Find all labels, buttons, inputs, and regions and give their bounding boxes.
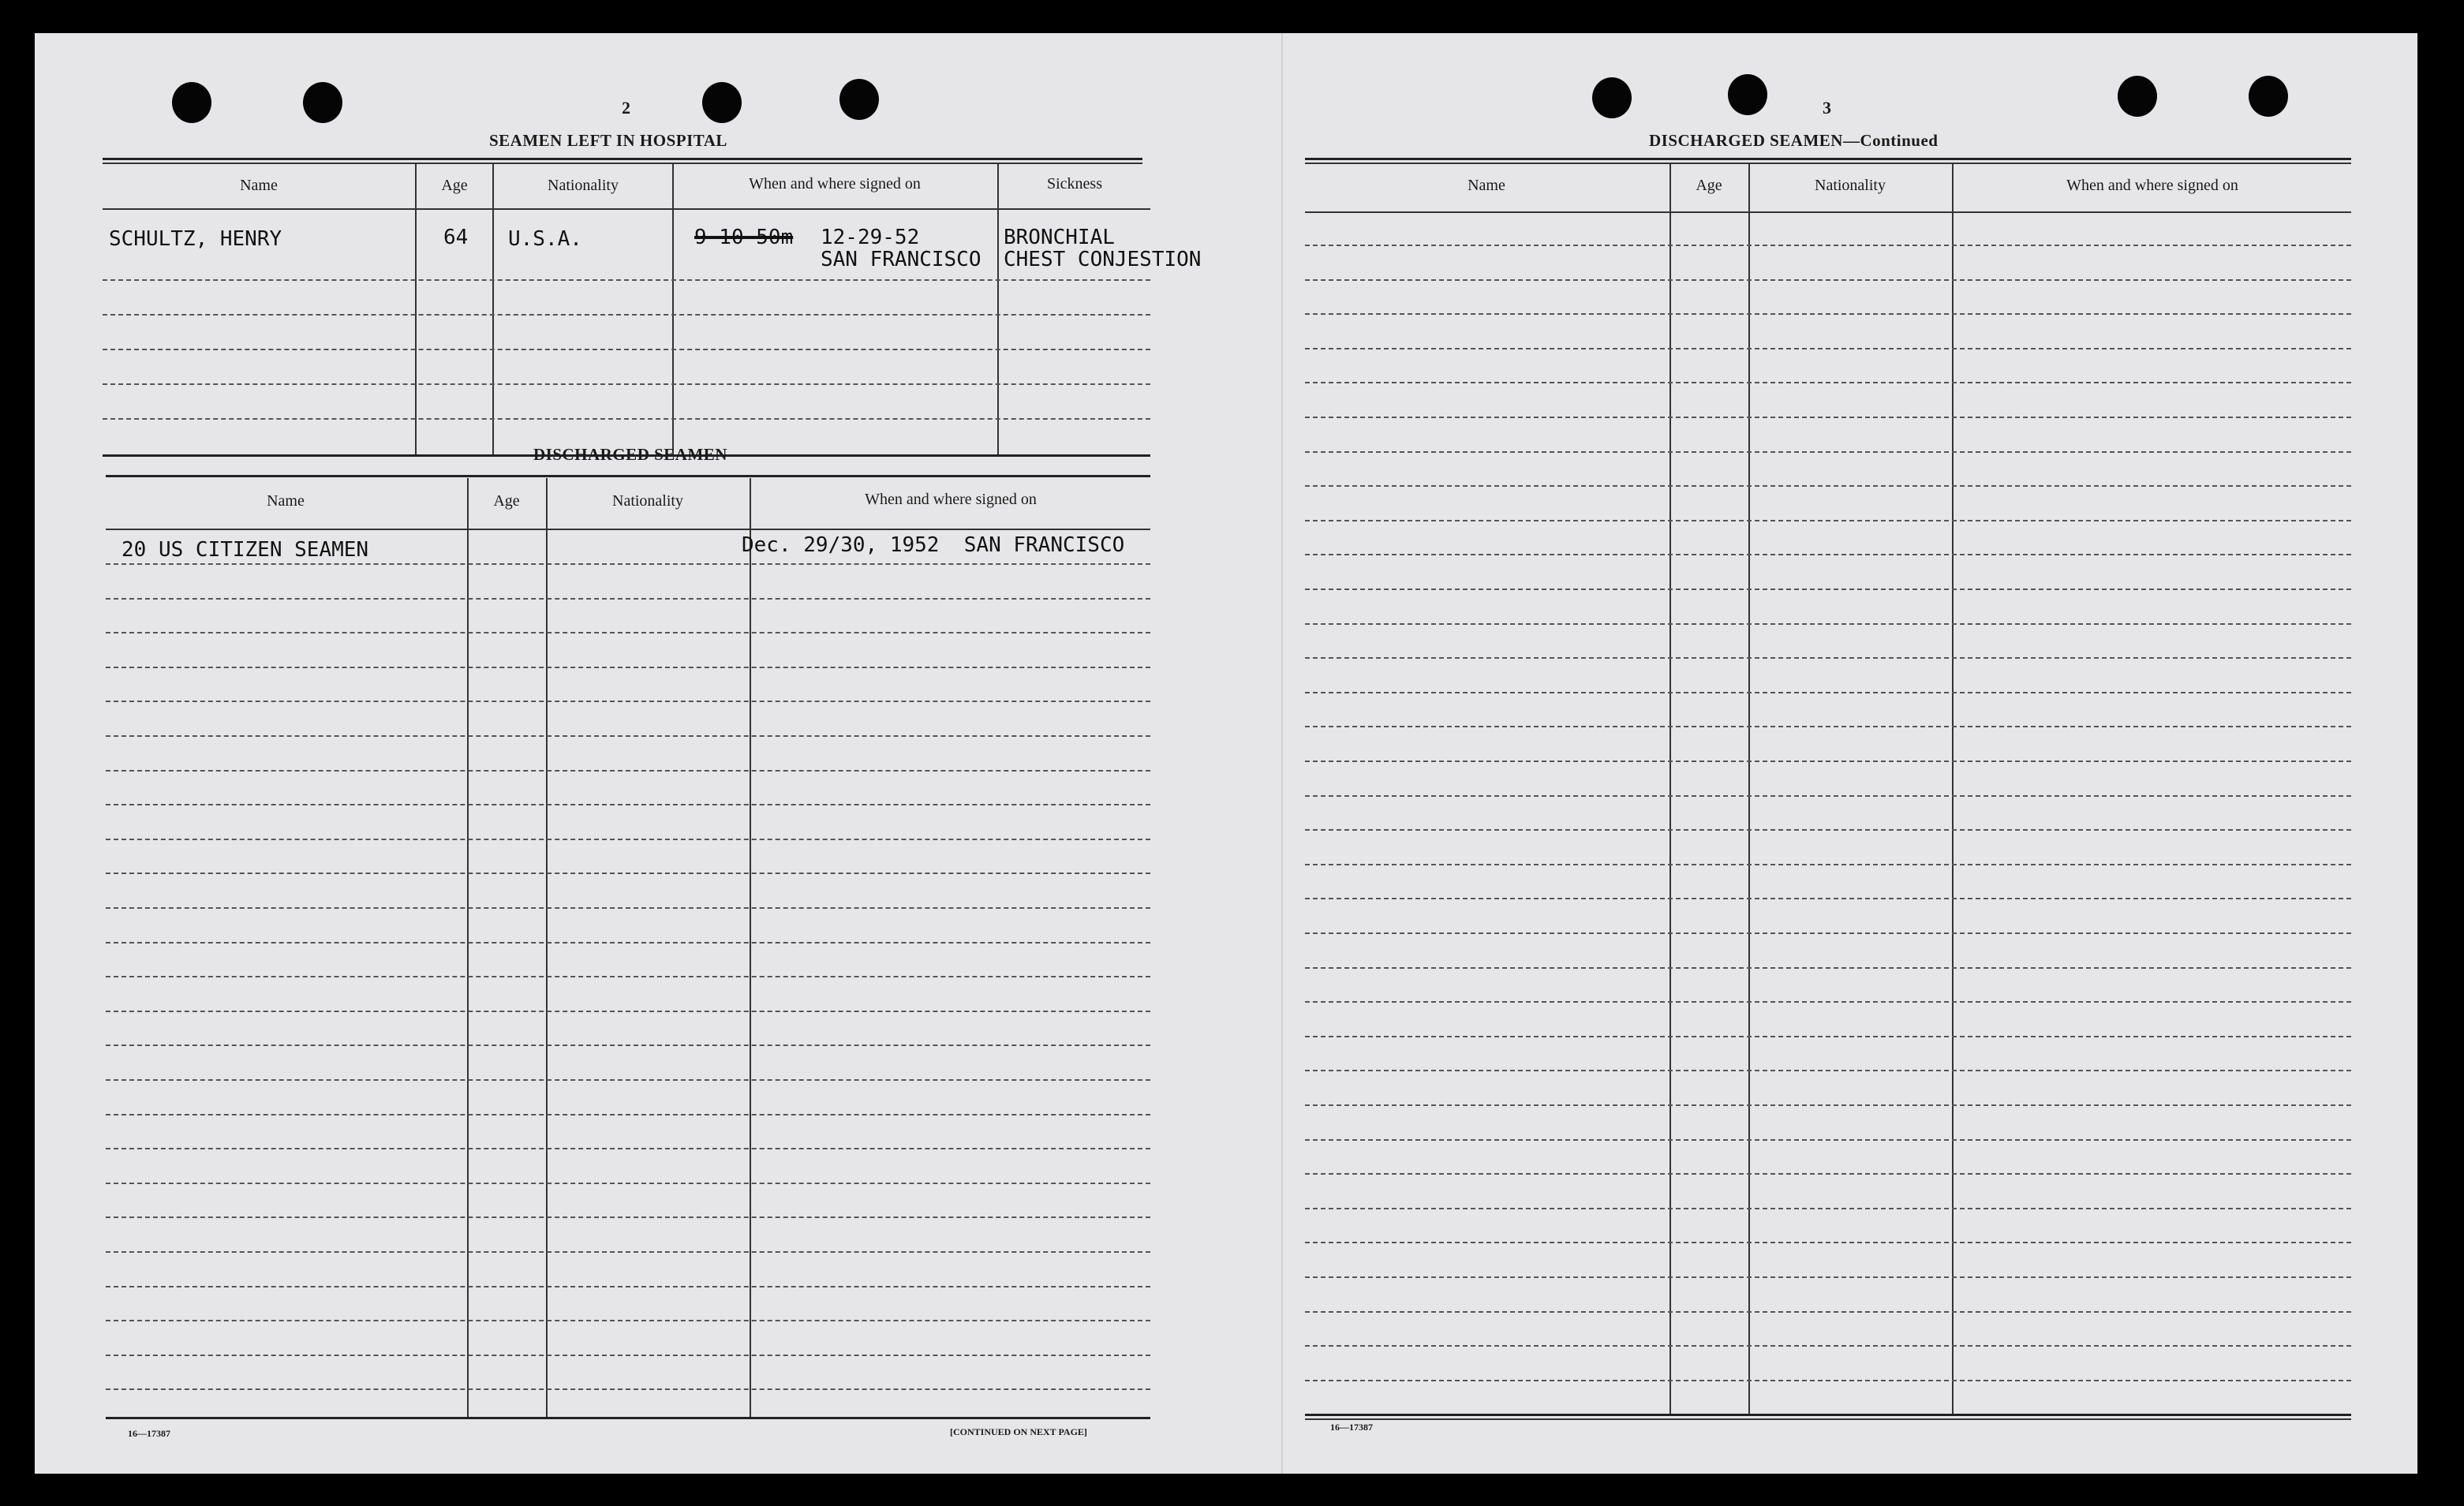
- right-section-title: DISCHARGED SEAMEN—Continued: [1649, 131, 1939, 150]
- hospital-row-signed-on-date: 12-29-52: [821, 226, 920, 249]
- punch-hole: [172, 82, 211, 123]
- hospital-row-line: [103, 349, 1150, 350]
- table-row-line: [106, 1079, 1150, 1081]
- table-row-line: [1305, 1001, 2351, 1003]
- discharged-row-signed-on: Dec. 29/30, 1952 SAN FRANCISCO: [742, 533, 1125, 557]
- table-row-line: [1305, 1208, 2351, 1209]
- right-col-divider: [1748, 164, 1750, 1414]
- hospital-col-signed-on: When and where signed on: [749, 175, 921, 192]
- table-row-line: [1305, 1173, 2351, 1175]
- discharged-row-name: 20 US CITIZEN SEAMEN: [122, 538, 369, 562]
- table-row-line: [106, 804, 1150, 805]
- continued-note: [CONTINUED ON NEXT PAGE]: [950, 1426, 1087, 1437]
- table-row-line: [1305, 1345, 2351, 1347]
- hospital-top-rule: [103, 158, 1142, 160]
- table-row-line: [1305, 245, 2351, 246]
- punch-hole: [839, 79, 879, 120]
- hospital-row-line: [103, 279, 1150, 281]
- table-row-line: [106, 873, 1150, 874]
- hospital-col-sickness: Sickness: [1047, 175, 1102, 192]
- table-row-line: [1305, 417, 2351, 418]
- table-row-line: [1305, 279, 2351, 281]
- hospital-col-name: Name: [240, 177, 278, 194]
- document-scan: [35, 33, 2417, 1474]
- table-row-line: [1305, 967, 2351, 969]
- discharged-col-signed-on: When and where signed on: [865, 491, 1037, 508]
- hospital-col-divider: [492, 164, 494, 454]
- table-row-line: [106, 667, 1150, 668]
- right-col-name: Name: [1468, 177, 1505, 194]
- table-row-line: [1305, 1242, 2351, 1243]
- table-row-line: [106, 907, 1150, 909]
- table-row-line: [106, 1183, 1150, 1184]
- table-row-line: [106, 1044, 1150, 1046]
- table-row-line: [1305, 726, 2351, 727]
- table-row-line: [1305, 1380, 2351, 1381]
- discharged-section-title: DISCHARGED SEAMEN: [533, 445, 727, 464]
- table-row-line: [106, 1388, 1150, 1390]
- hospital-row-age: 64: [443, 226, 469, 249]
- table-row-line: [106, 1148, 1150, 1149]
- table-row-line: [1305, 932, 2351, 934]
- right-col-nationality: Nationality: [1815, 177, 1886, 194]
- discharged-col-age: Age: [493, 492, 520, 510]
- discharged-col-name: Name: [267, 492, 305, 510]
- right-page-number: 3: [1823, 98, 1831, 118]
- discharged-col-divider: [467, 478, 469, 1417]
- punch-hole: [702, 82, 742, 123]
- discharged-bottom-rule: [106, 1417, 1150, 1419]
- table-row-line: [1305, 692, 2351, 693]
- table-row-line: [1305, 657, 2351, 659]
- hospital-col-divider: [672, 164, 674, 454]
- table-row-line: [1305, 1070, 2351, 1071]
- table-row-line: [106, 942, 1150, 944]
- hospital-row-line: [103, 314, 1150, 316]
- table-row-line: [1305, 451, 2351, 453]
- punch-hole: [1592, 77, 1632, 118]
- hospital-col-age: Age: [441, 177, 468, 194]
- hospital-row-line: [103, 383, 1150, 385]
- table-row-line: [106, 701, 1150, 702]
- table-row-line: [1305, 829, 2351, 831]
- hospital-row-signed-on-place: SAN FRANCISCO: [821, 248, 981, 271]
- table-row-line: [106, 632, 1150, 633]
- table-row-line: [106, 839, 1150, 840]
- hospital-row-sickness-1: BRONCHIAL: [1004, 226, 1115, 249]
- table-row-line: [106, 1011, 1150, 1012]
- table-row-line: [1305, 1104, 2351, 1106]
- hospital-row-name: SCHULTZ, HENRY: [109, 227, 282, 251]
- hospital-top-rule-2: [103, 163, 1142, 164]
- hospital-col-divider: [997, 164, 999, 454]
- table-row-line: [106, 770, 1150, 772]
- table-row-line: [1305, 623, 2351, 625]
- table-row-line: [1305, 382, 2351, 383]
- page-fold: [1281, 33, 1283, 1474]
- table-row-line: [106, 1320, 1150, 1321]
- discharged-header-rule: [106, 529, 1150, 530]
- table-row-line: [1305, 795, 2351, 797]
- table-row-line: [1305, 589, 2351, 590]
- left-page-number: 2: [622, 98, 630, 118]
- right-header-rule: [1305, 211, 2351, 213]
- discharged-top-rule: [106, 475, 1150, 477]
- right-top-rule: [1305, 158, 2351, 160]
- hospital-section-title: SEAMEN LEFT IN HOSPITAL: [489, 131, 727, 150]
- table-row-line: [106, 1114, 1150, 1115]
- right-col-age: Age: [1696, 177, 1722, 194]
- hospital-row-signed-on-struck: 9-10-50m: [694, 226, 794, 249]
- punch-hole: [1728, 74, 1767, 115]
- table-row-line: [1305, 1311, 2351, 1313]
- table-row-line: [1305, 1139, 2351, 1141]
- hospital-col-nationality: Nationality: [548, 177, 619, 194]
- discharged-col-divider: [546, 478, 548, 1417]
- table-row-line: [106, 976, 1150, 977]
- hospital-row-nationality: U.S.A.: [508, 227, 582, 251]
- punch-hole: [2118, 76, 2157, 117]
- punch-hole: [303, 82, 342, 123]
- right-form-number: 16—17387: [1330, 1422, 1373, 1433]
- right-top-rule-2: [1305, 163, 2351, 164]
- right-col-signed-on: When and where signed on: [2066, 177, 2238, 194]
- hospital-col-divider: [415, 164, 417, 454]
- table-row-line: [1305, 760, 2351, 762]
- table-row-line: [1305, 864, 2351, 865]
- table-row-line: [106, 598, 1150, 600]
- table-row-line: [1305, 1036, 2351, 1037]
- table-row-line: [1305, 313, 2351, 315]
- table-row-line: [106, 1216, 1150, 1218]
- table-row-line: [1305, 520, 2351, 521]
- table-row-line: [1305, 1276, 2351, 1278]
- discharged-col-divider: [750, 478, 751, 1417]
- table-row-line: [106, 1286, 1150, 1287]
- right-col-divider: [1669, 164, 1671, 1414]
- hospital-header-rule: [103, 208, 1150, 210]
- table-row-line: [1305, 554, 2351, 555]
- punch-hole: [2249, 76, 2288, 117]
- table-row-line: [1305, 898, 2351, 899]
- table-row-line: [106, 1355, 1150, 1356]
- right-bottom-rule-2: [1305, 1418, 2351, 1420]
- table-row-line: [1305, 348, 2351, 349]
- hospital-row-line: [103, 418, 1150, 420]
- table-row-line: [1305, 485, 2351, 487]
- right-col-divider: [1952, 164, 1954, 1414]
- table-row-line: [106, 735, 1150, 737]
- table-row-line: [106, 563, 1150, 565]
- table-row-line: [106, 1251, 1150, 1253]
- left-form-number: 16—17387: [128, 1428, 170, 1439]
- right-bottom-rule: [1305, 1414, 2351, 1416]
- hospital-row-sickness-2: CHEST CONJESTION: [1004, 248, 1202, 271]
- discharged-col-nationality: Nationality: [612, 492, 683, 510]
